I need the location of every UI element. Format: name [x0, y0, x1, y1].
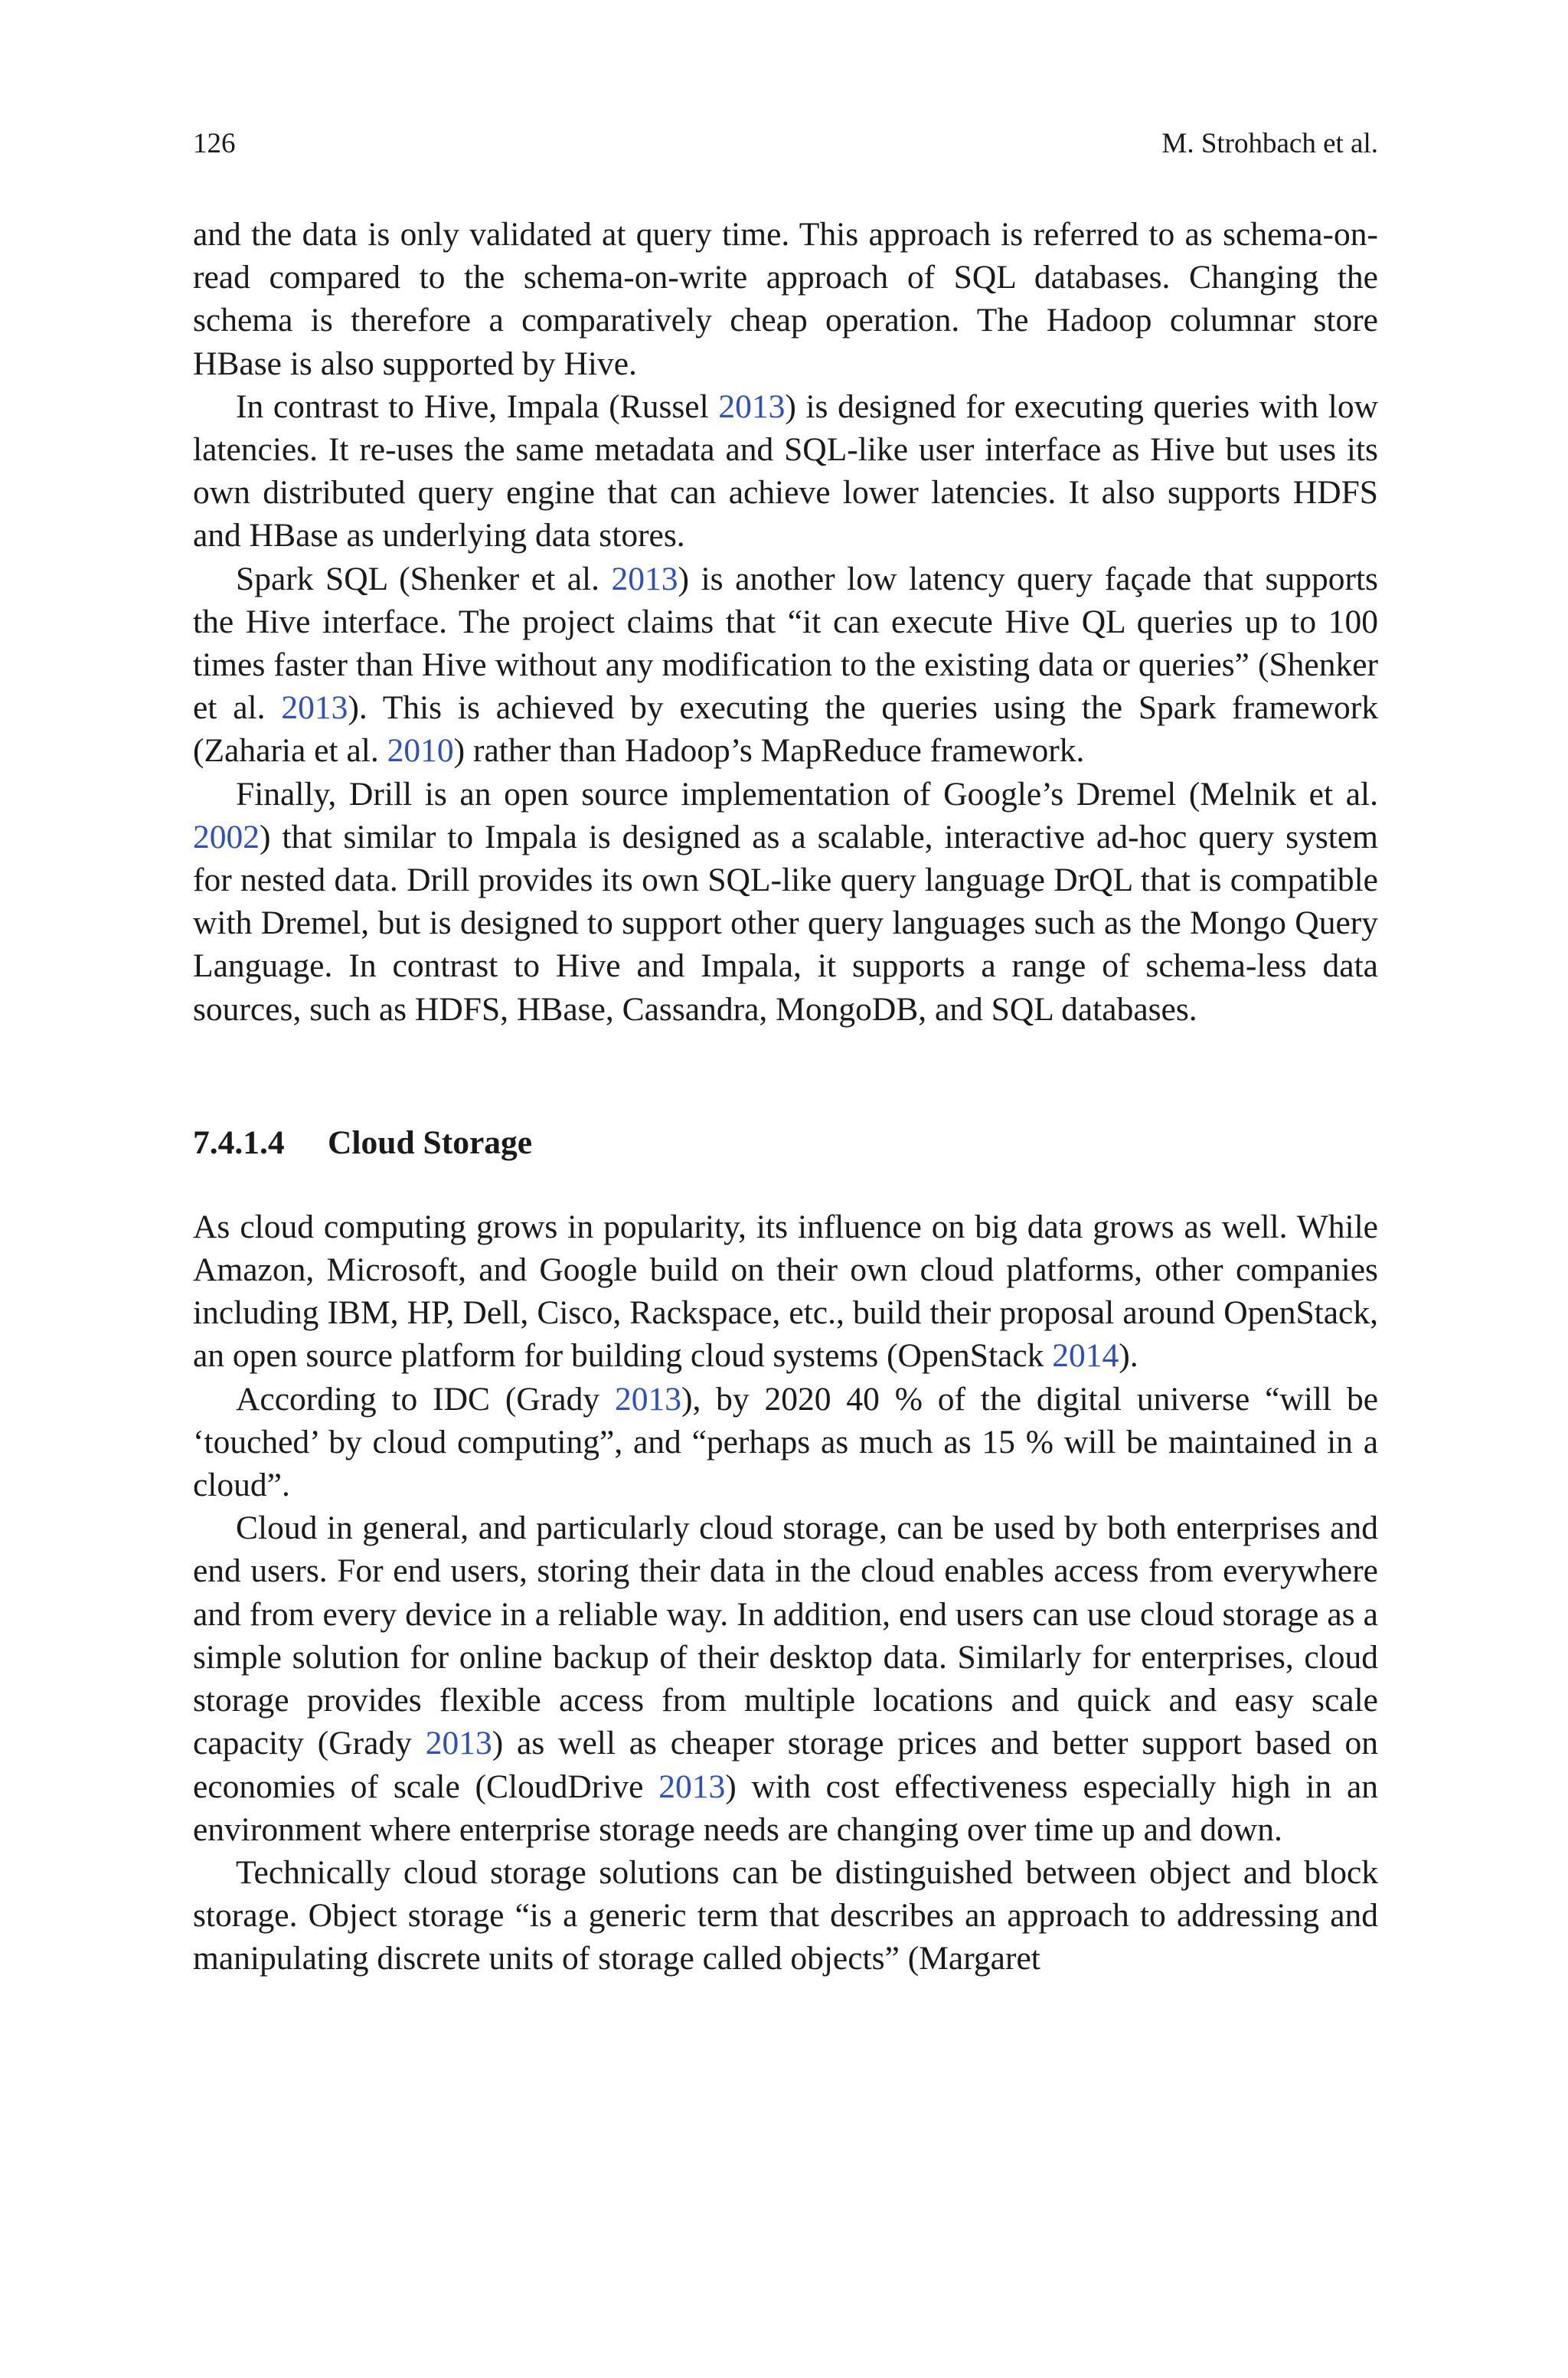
paragraph-object-block-storage: Technically cloud storage solutions can be distinguished between object and block storage. Object storage “is a generic term that describes an approach to addressing and manipulating discrete units of storage called objects” (Margaret: [193, 1853, 1378, 1977]
citation-link[interactable]: 2013: [614, 1380, 681, 1418]
running-head: M. Strohbach et al.: [1161, 128, 1378, 159]
section-number: 7.4.1.4: [193, 1124, 285, 1161]
page-header: [193, 123, 1378, 165]
citation-link[interactable]: 2013: [611, 560, 678, 597]
citation-link[interactable]: 2013: [281, 689, 348, 727]
page-body: [193, 213, 1378, 1981]
paragraph-spark-sql: Spark SQL (Shenker et al. 2013) is another low latency query façade that supports the Hive interface. The project claims that “it can execute Hive QL queries up to 100 times faster than Hive without any modification to the existing data or queries” (Shenker et al. 2013). This is achieved by executing the queries using the Spark framework (Zaharia et al. 2010) rather than Hadoop’s MapReduce framework.: [193, 560, 1378, 770]
paragraph-drill: Finally, Drill is an open source implementation of Google’s Dremel (Melnik et al. 2002) that similar to Impala is designed as a scalable, interactive ad-hoc query system for nested data. Drill provides its own SQL-like query language DrQL that is compatible with Dremel, but is designed to support other query languages such as the Mongo Query Language. In contrast to Hive and Impala, it supports a range of schema-less data sources, such as HDFS, HBase, Cassandra, MongoDB, and SQL databases.: [193, 775, 1378, 1028]
citation-link[interactable]: 2013: [425, 1725, 492, 1762]
paragraph-impala: In contrast to Hive, Impala (Russel 2013) is designed for executing queries with low latencies. It re-uses the same metadata and SQL-like user interface as Hive but uses its own distributed query engine that can achieve lower latencies. It also supports HDFS and HBase as underlying data stores.: [193, 388, 1378, 554]
paragraph-cloud-users: Cloud in general, and particularly cloud storage, can be used by both enterprises and end users. For end users, storing their data in the cloud enables access from everywhere and from every device in a reliable way. In addition, end users can use cloud storage as a simple solution for online backup of their desktop data. Similarly for enterprises, cloud storage provides flexible access from multiple locations and quick and easy scale capacity (Grady 2013) as well as cheaper storage prices and better support based on economies of scale (CloudDrive 2013) with cost effectiveness especially high in an environment where enterprise storage needs are changing over time up and down.: [193, 1510, 1378, 1848]
paragraph-cloud-popularity: As cloud computing grows in popularity, its influence on big data grows as well. While Amazon, Microsoft, and Google build on their own cloud platforms, other companies including IBM, HP, Dell, Cisco, Rackspace, etc., build their proposal around OpenStack, an open source platform for building cloud systems (OpenStack 2014).: [193, 1208, 1378, 1375]
citation-link[interactable]: 2013: [658, 1768, 726, 1805]
page-number: 126: [193, 128, 236, 159]
paragraph-idc: According to IDC (Grady 2013), by 2020 40 % of the digital universe “will be ‘touched’ by cloud computing”, and “perhaps as much as 15 % will be maintained in a cloud”.: [193, 1380, 1378, 1504]
section-title: Cloud Storage: [328, 1124, 533, 1161]
citation-link[interactable]: 2010: [387, 732, 454, 770]
citation-link[interactable]: 2014: [1052, 1337, 1119, 1375]
citation-link[interactable]: 2013: [718, 388, 786, 425]
paragraph-schema-on-read: and the data is only validated at query time. This approach is referred to as schema-on-read compared to the schema-on-write approach of SQL databases. Changing the schema is therefore a comparatively cheap operation. The Hadoop columnar store HBase is also supported by Hive.: [193, 216, 1378, 382]
section-heading: [193, 1121, 1378, 1164]
citation-link[interactable]: 2002: [193, 818, 260, 855]
